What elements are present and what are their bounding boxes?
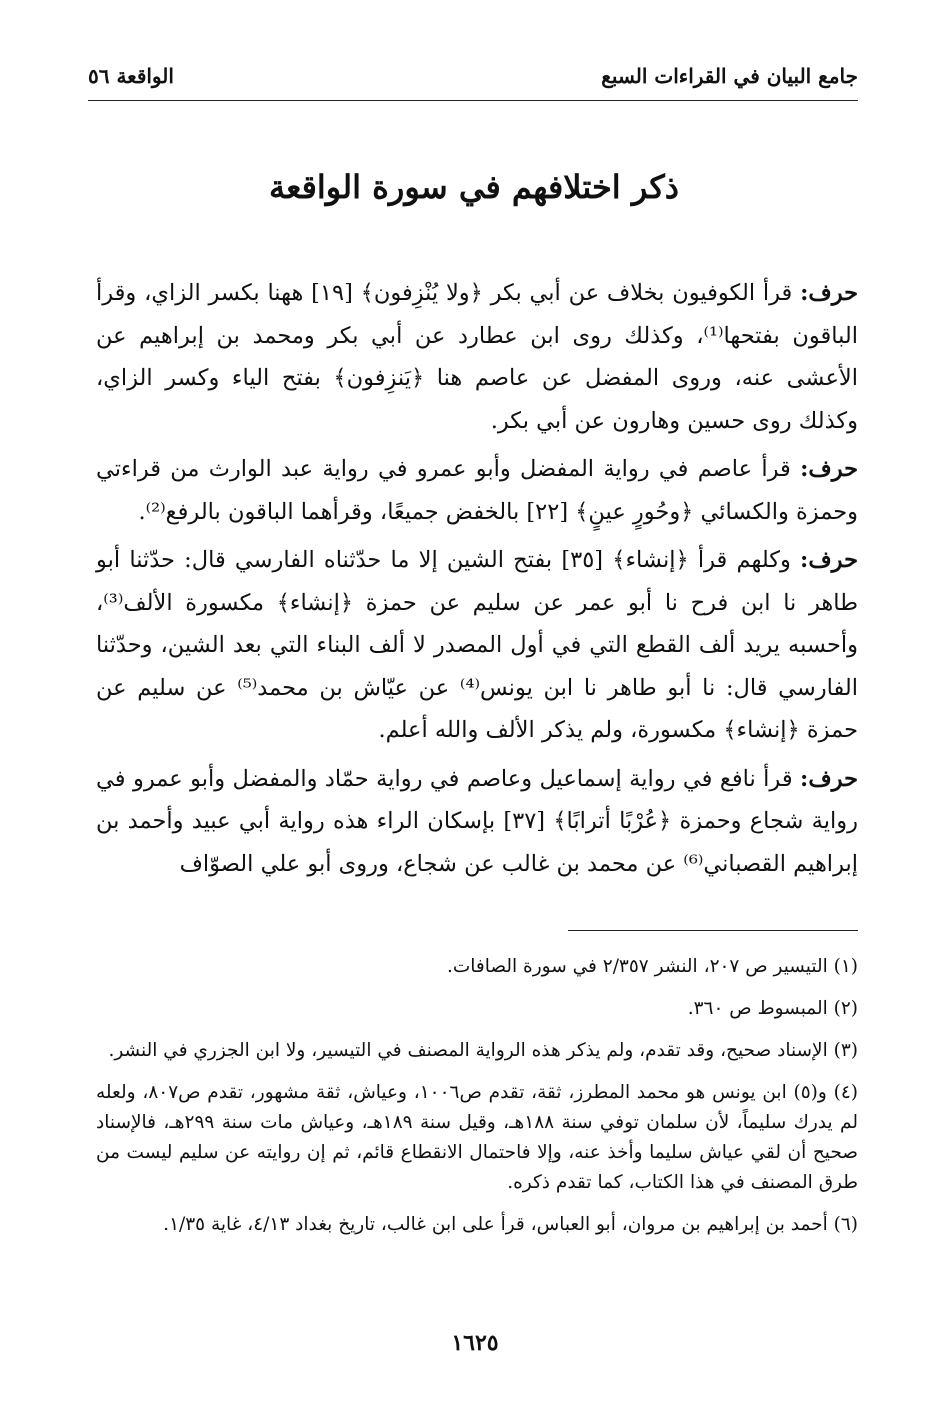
paragraph-keyword: حرف:: [800, 280, 859, 306]
paragraph-text: وكلهم قرأ ﴿إنشاء﴾ [٣٥] بفتح الشين إلا ما حدّثناه الفارسي قال: حدّثنا أبو طاهر نا ابن فرح نا أبو عمر عن سليم عن حمزة ﴿إنشاء﴾ مكسورة الألف⁽³⁾، وأحسبه يريد ألف القطع التي في أول المصدر لا ألف البناء التي بعد الشين، وحدّثنا الفارسي قال: نا أبو طاهر نا ابن يونس⁽⁴⁾ عن عيّاش بن محمد⁽⁵⁾ عن سليم عن حمزة ﴿إنشاء﴾ مكسورة، ولم يذكر الألف والله أعلم.: [96, 547, 858, 743]
page-number: ١٦٢٥: [451, 1330, 499, 1356]
main-text: [96, 272, 858, 891]
footnote: (٣) الإسناد صحيح، وقد تقدم، ولم يذكر هذه الرواية المصنف في التيسير، ولا ابن الجزري في النشر.: [108, 1040, 858, 1061]
footnote: (٢) المبسوط ص ٣٦٠.: [687, 998, 858, 1019]
paragraph: [96, 758, 858, 886]
footnotes: [96, 952, 858, 1252]
section-label: الواقعة ٥٦: [88, 64, 174, 88]
paragraph-text: قرأ عاصم في رواية المفضل وأبو عمرو في رواية عبد الوارث من قراءتي وحمزة والكسائي ﴿وحُورٍ عينٍ﴾ [٢٢] بالخفض جميعًا، وقرأهما الباقون بالرفع⁽²⁾.: [96, 456, 858, 525]
paragraph: [96, 272, 858, 442]
footnote: (٤) و(٥) ابن يونس هو محمد المطرز، ثقة، تقدم ص١٠٠٦، وعياش، ثقة مشهور، تقدم ص٨٠٧، ولعله لم يدرك سليماً، لأن سلمان توفي سنة ١٨٨هـ، وقيل سنة ١٨٩هـ، وعياش مات سنة ٢٩٩هـ، فالإسناد صحيح أن لقي عياش سليما وأخذ عنه، وإلا فاحتمال الانقطاع قائم، ثم إن روايته عن سليم ليست من طرق المصنف في هذا الكتاب، كما تقدم ذكره.: [96, 1082, 859, 1193]
paragraph-keyword: حرف:: [800, 547, 858, 573]
paragraph-text: قرأ الكوفيون بخلاف عن أبي بكر ﴿ولا يُنْزِفون﴾ [١٩] ههنا بكسر الزاي، وقرأ الباقون بفتحها⁽¹⁾، وكذلك روى ابن عطارد عن أبي بكر ومحمد بن إبراهيم عن الأعشى عنه، وروى المفضل عن عاصم هنا ﴿يَنزِفون﴾ بفتح الياء وكسر الزاي، وكذلك روى حسين وهارون عن أبي بكر.: [96, 280, 858, 434]
paragraph-text: قرأ نافع في رواية إسماعيل وعاصم في رواية حمّاد والمفضل وأبو عمرو في رواية شجاع وحمزة ﴿عُرْبًا أترابًا﴾ [٣٧] بإسكان الراء هذه رواية أبي عبيد وأحمد بن إبراهيم القصباني⁽⁶⁾ عن محمد بن غالب عن شجاع، وروى أبو علي الصوّاف: [96, 765, 858, 877]
running-header: [88, 62, 858, 101]
paragraph-keyword: حرف:: [800, 456, 859, 482]
footnote: (١) التيسير ص ٢٠٧، النشر ٢/٣٥٧ في سورة الصافات.: [446, 956, 858, 977]
chapter-title: ذكر اختلافهم في سورة الواقعة: [269, 168, 679, 206]
paragraph-keyword: حرف:: [800, 765, 858, 792]
footnote: (٦) أحمد بن إبراهيم بن مروان، أبو العباس، قرأ على ابن غالب، تاريخ بغداد ٤/١٣، غاية ١/٣٥.: [163, 1214, 858, 1235]
footnote-separator: [568, 930, 858, 931]
paragraph: [96, 448, 858, 533]
book-title: جامع البيان في القراءات السبع: [601, 64, 858, 88]
paragraph: [96, 539, 858, 752]
